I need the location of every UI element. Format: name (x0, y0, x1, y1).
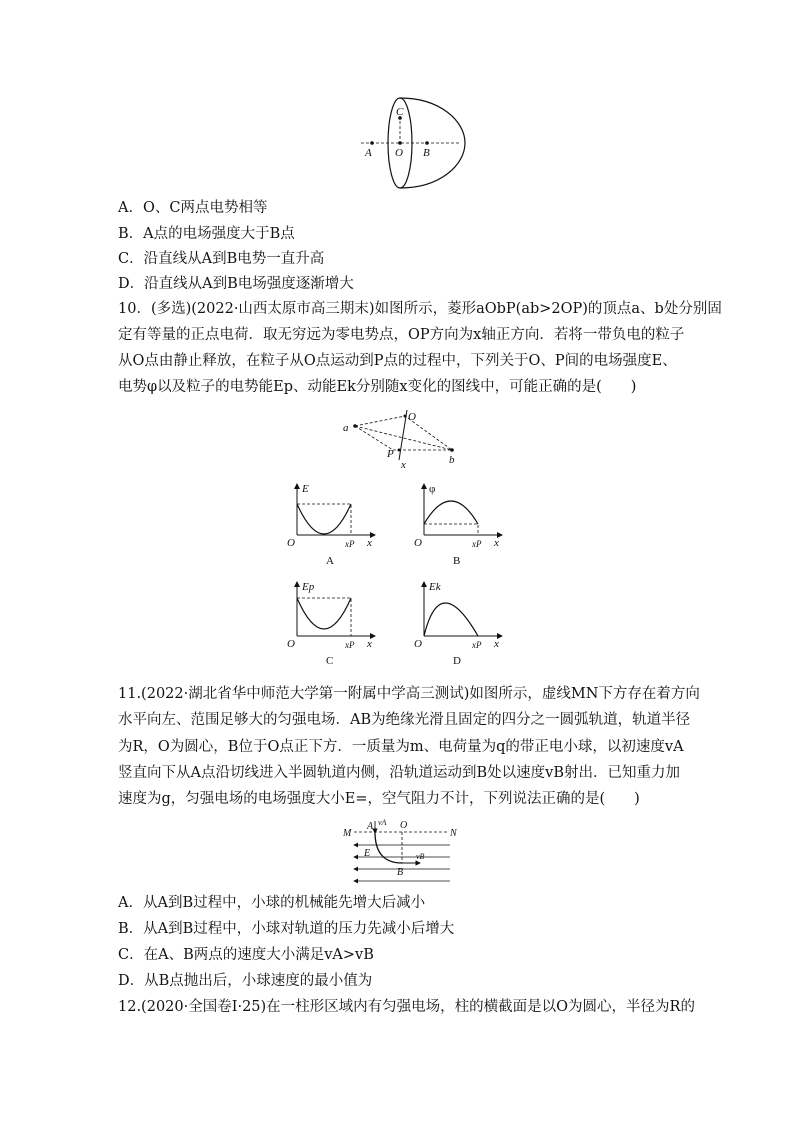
y-label: φ (429, 483, 436, 495)
q11-line-5: 速度为g，匀强电场的电场强度大小E=，空气阻力不计，下列说法正确的是( ) (118, 791, 640, 807)
hemisphere-figure (355, 96, 475, 190)
label-A: A (365, 147, 372, 159)
label-O: O (400, 820, 408, 831)
q11-option-d: D．从B点抛出后，小球速度的最小值为 (118, 973, 373, 989)
x-label: x (494, 638, 499, 650)
label-E: E (364, 848, 371, 859)
guide-line (297, 598, 351, 636)
origin-label: O (414, 638, 422, 650)
label-x: x (401, 459, 406, 471)
caption: B (453, 555, 461, 567)
q11-option-c: C．在A、B两点的速度大小满足vA>vB (118, 947, 374, 963)
label-vB: vB (416, 852, 425, 861)
label-P: P (387, 448, 394, 460)
x-label: x (494, 537, 499, 549)
y-label: Ep (302, 581, 315, 593)
q9-option-d: D．沿直线从A到B电场强度逐渐增大 (118, 276, 354, 292)
label-O: O (395, 147, 403, 159)
q12-line-1: 12.(2020·全国卷Ⅰ·25)在一柱形区域内有匀强电场，柱的横截面是以O为圆心，半径为R的 (118, 999, 695, 1015)
q9-option-a: A．O、C两点电势相等 (118, 200, 268, 216)
curve (297, 504, 351, 534)
graph-D (410, 578, 510, 668)
xp-label: xP (472, 539, 482, 549)
xp-label: xP (472, 640, 482, 650)
graph-A (283, 480, 383, 570)
curve (424, 501, 478, 524)
point-B (425, 141, 429, 145)
x-label: x (367, 638, 372, 650)
label-b: b (449, 454, 455, 466)
curve (297, 598, 351, 629)
q11-option-a: A．从A到B过程中，小球的机械能先增大后减小 (118, 895, 426, 911)
y-label: Ek (429, 581, 441, 593)
label-a: a (343, 422, 349, 434)
graph-B (410, 480, 510, 570)
q10-line-2: 定有等量的正点电荷．取无穷远为零电势点，OP方向为x轴正方向．若将一带负电的粒子 (118, 327, 685, 343)
q9-option-c: C．沿直线从A到B电势一直升高 (118, 251, 325, 267)
label-O: O (408, 411, 416, 423)
arc-track-figure (340, 815, 465, 887)
curve (424, 603, 478, 636)
rhombus-figure (340, 408, 470, 472)
label-vA: vA (378, 818, 387, 827)
xp-label: xP (345, 539, 355, 549)
caption: D (453, 655, 461, 667)
label-B: B (423, 147, 430, 159)
q11-line-2: 水平向左、范围足够大的匀强电场．AB为绝缘光滑且固定的四分之一圆弧轨道，轨道半径 (118, 712, 691, 728)
point-O (404, 415, 407, 418)
point-O (398, 141, 402, 145)
label-B: B (397, 867, 404, 878)
x-label: x (367, 537, 372, 549)
point-A (370, 141, 374, 145)
charge-a (353, 424, 357, 428)
q10-line-4: 电势φ以及粒子的电势能Ep、动能Ek分别随x变化的图线中，可能正确的是( ) (118, 379, 637, 395)
point-P (398, 449, 401, 452)
q11-option-b: B．从A到B过程中，小球对轨道的压力先减小后增大 (118, 921, 455, 937)
charge-b (450, 448, 454, 452)
q10-line-1: 10．(多选)(2022·山西太原市高三期末)如图所示，菱形aObP(ab>2OP)的顶点a、b处分别固 (118, 301, 722, 317)
graph-C (283, 578, 383, 668)
arc-track (375, 832, 402, 863)
label-N: N (450, 828, 457, 839)
label-C: C (396, 106, 404, 118)
q11-line-1: 11.(2022·湖北省华中师范大学第一附属中学高三测试)如图所示，虚线MN下方存在着方向 (118, 686, 700, 702)
q11-line-3: 为R，O为圆心，B位于O点正下方．一质量为m、电荷量为q的带正电小球，以初速度vA (118, 739, 684, 755)
origin-label: O (414, 537, 422, 549)
xp-label: xP (345, 640, 355, 650)
origin-label: O (287, 638, 295, 650)
q9-option-b: B．A点的电场强度大于B点 (118, 226, 295, 242)
label-M: M (343, 828, 352, 839)
origin-label: O (287, 537, 295, 549)
caption: C (326, 655, 334, 667)
label-A: A (367, 821, 374, 832)
caption: A (326, 555, 334, 567)
guide-line (424, 524, 478, 535)
q11-line-4: 竖直向下从A点沿切线进入半圆轨道内侧，沿轨道运动到B处以速度vB射出．已知重力加 (118, 765, 680, 781)
y-label: E (302, 483, 309, 495)
x-axis-line (399, 410, 407, 460)
q10-line-3: 从O点由静止释放，在粒子从O点运动到P点的过程中，下列关于O、P间的电场强度E、 (118, 353, 677, 369)
